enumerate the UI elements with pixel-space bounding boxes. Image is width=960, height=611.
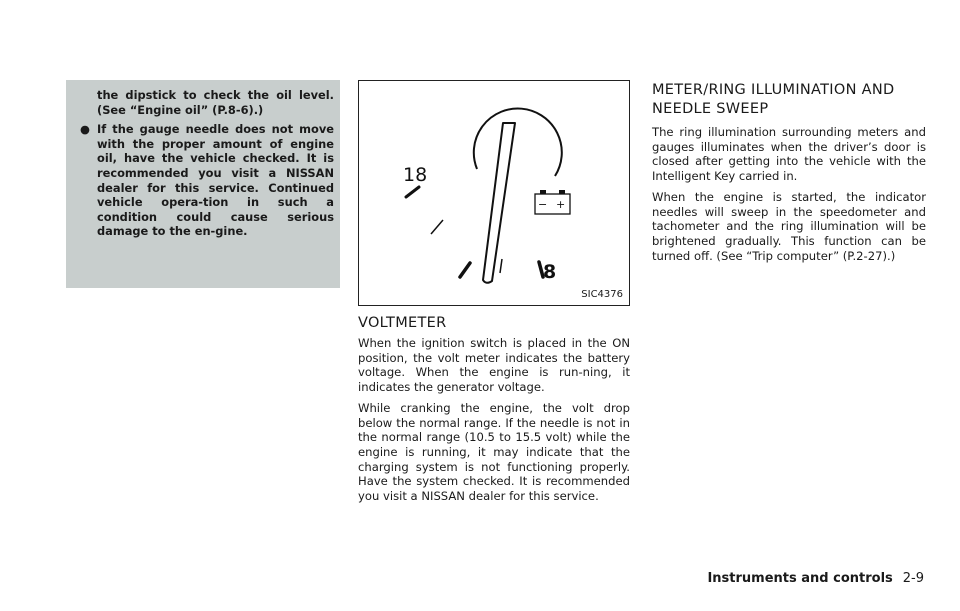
warning-continued-text: the dipstick to check the oil level. (See “Engine oil” (P.8-6).) — [97, 88, 334, 117]
footer-section-title: Instruments and controls — [707, 571, 893, 586]
battery-plus-label: + — [556, 198, 566, 211]
footer-page-number: 2-9 — [902, 571, 924, 586]
illumination-heading: METER/RING ILLUMINATION AND NEEDLE SWEEP — [652, 82, 895, 117]
gauge-needle — [483, 123, 515, 283]
warning-bullet-text: If the gauge needle does not move with the proper amount of engine oil, have the vehicle checked. It is recommended you visit a NISSAN dealer for this service. Continued vehicle opera-tion in such a condition could cause serious damage to the en-gine. — [97, 122, 334, 239]
warning-box — [66, 80, 340, 288]
voltmeter-heading: VOLTMETER — [358, 315, 447, 331]
voltmeter-paragraph: When the ignition switch is placed in the ON position, the volt meter indicates the battery voltage. When the engine is run-ning, it indicates the generator voltage. — [358, 336, 630, 395]
voltmeter-gauge-illustration — [359, 81, 629, 305]
illumination-section — [652, 81, 926, 269]
battery-minus-label: − — [538, 198, 548, 211]
bullet-icon: ● — [80, 122, 90, 137]
tick-mark — [431, 220, 443, 234]
scale-label-high: 18 — [403, 164, 428, 186]
illumination-paragraph: The ring illumination surrounding meters and gauges illuminates when the driver’s door is closed after getting into the vehicle with the Intelligent Key carried in. — [652, 125, 926, 184]
tick-mark-high — [406, 187, 419, 197]
gauge-dial-outline — [474, 109, 562, 176]
tick-mark — [500, 259, 502, 273]
scale-label-low: 8 — [543, 261, 557, 283]
voltmeter-paragraph: While cranking the engine, the volt drop below the normal range. If the needle is not in the normal range (10.5 to 15.5 volt) while the engine is running, it may indicate that the charging system is not functioning properly. Have the system checked. It is recommended you visit a NISSAN dealer for this service. — [358, 400, 630, 504]
figure-id: SIC4376 — [581, 289, 623, 300]
battery-icon — [535, 190, 570, 214]
tick-mark — [460, 263, 470, 277]
illumination-paragraph: When the engine is started, the indicator needles will sweep in the speedometer and tachometer and the ring illumination will be brightened gradually. This function can be turned off. (See “Trip computer” (P.2-27).) — [652, 189, 926, 263]
warning-bullet-item — [80, 122, 334, 239]
voltmeter-section — [358, 313, 630, 510]
voltmeter-figure — [358, 80, 630, 306]
page-footer — [707, 571, 924, 586]
